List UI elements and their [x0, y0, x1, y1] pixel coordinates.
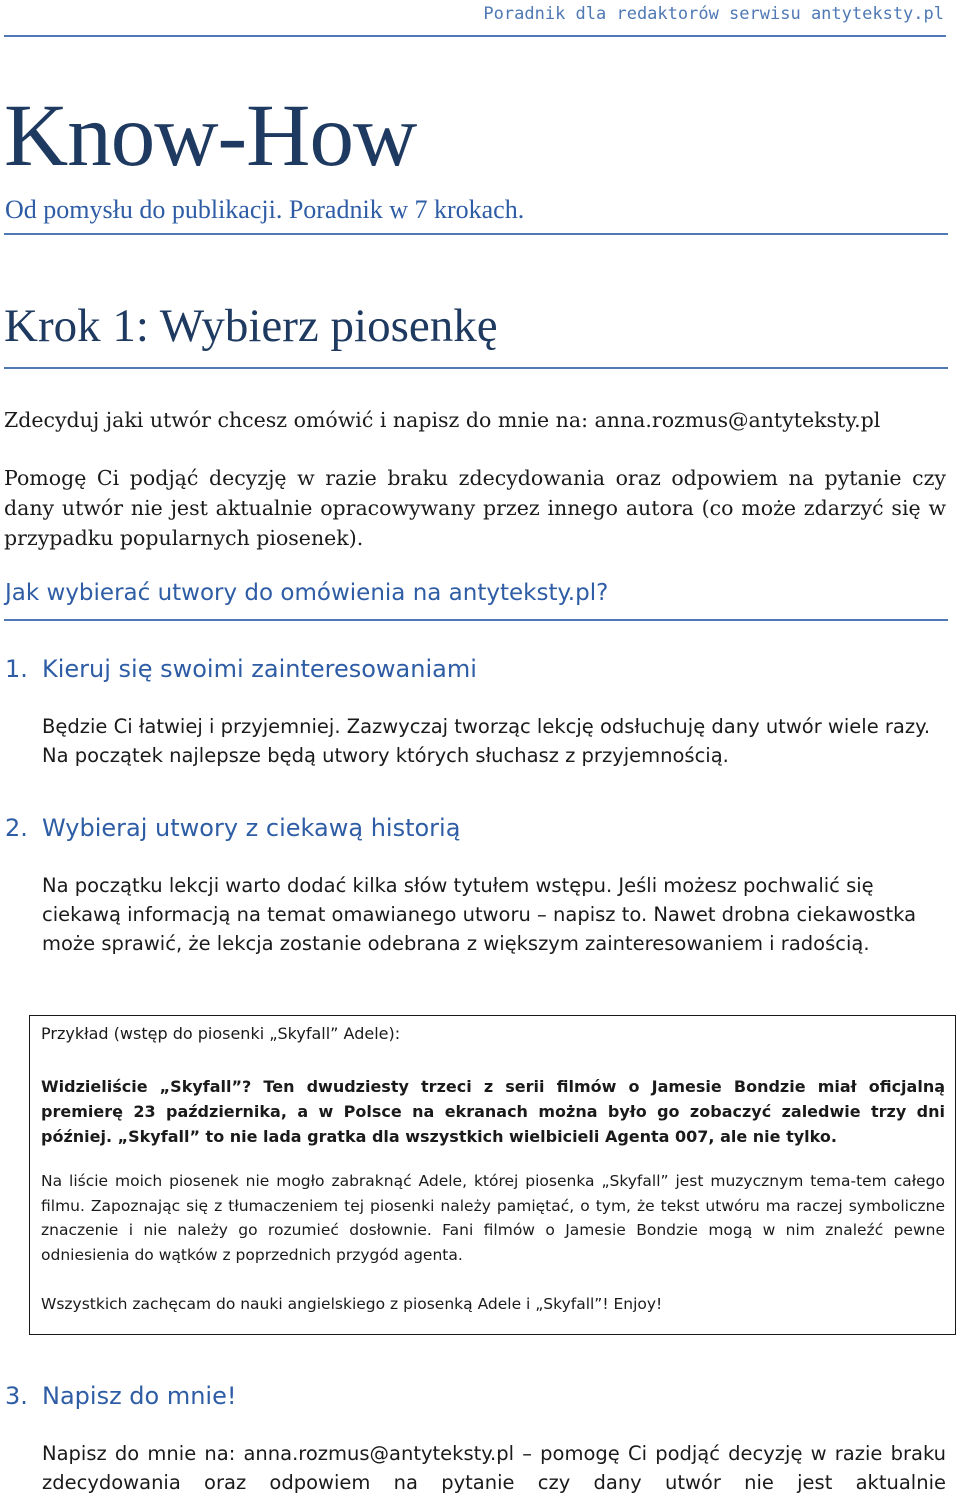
tip-1-body: Będzie Ci łatwiej i przyjemniej. Zazwyczaj tworząc lekcję odsłuchuję dany utwór wiele razy. Na początek najlepsze będą utwory których słuchasz z przyjemnością. — [42, 715, 931, 767]
tip-2-title: Wybieraj utwory z ciekawą historią — [42, 814, 461, 842]
example-box — [29, 1015, 956, 1335]
document-subtitle: Od pomysłu do publikacji. Poradnik w 7 krokach. — [5, 195, 525, 224]
tip-2-heading — [5, 814, 460, 842]
tip-3-number: 3. — [5, 1382, 28, 1410]
tip-3-heading — [5, 1382, 236, 1410]
subtitle-divider — [4, 233, 948, 235]
tip-1-title: Kieruj się swoimi zainteresowaniami — [42, 655, 477, 683]
header-divider — [4, 35, 946, 37]
step-heading: Krok 1: Wybierz piosenkę — [4, 300, 498, 352]
step-heading-divider — [4, 367, 948, 369]
running-header: Poradnik dla redaktorów serwisu antyteksty.pl — [483, 4, 944, 24]
tip-3-body: Napisz do mnie na: anna.rozmus@antyteksty.pl – pomogę Ci podjąć decyzję w razie braku zdecydowania oraz odpowiem na pytanie czy dany utwór nie jest aktualnie — [42, 1442, 946, 1494]
tip-1-heading — [5, 655, 477, 683]
example-closing: Wszystkich zachęcam do nauki angielskiego z piosenką Adele i „Skyfall”! Enjoy! — [41, 1295, 663, 1313]
document-title: Know-How — [4, 87, 417, 185]
example-intro: Przykład (wstęp do piosenki „Skyfall” Adele): — [41, 1024, 401, 1043]
tip-3-title: Napisz do mnie! — [42, 1382, 237, 1410]
section-subheading: Jak wybierać utwory do omówienia na antyteksty.pl? — [5, 580, 609, 606]
tip-1-number: 1. — [5, 655, 28, 683]
tip-2-number: 2. — [5, 814, 28, 842]
subheading-divider — [4, 619, 948, 621]
step-intro-paragraph: Zdecyduj jaki utwór chcesz omówić i napisz do mnie na: anna.rozmus@antyteksty.pl — [4, 408, 881, 432]
tip-2-body: Na początku lekcji warto dodać kilka słów tytułem wstępu. Jeśli możesz pochwalić się ciekawą informacją na temat omawianego utworu – napisz to. Nawet drobna ciekawostka może sprawić, że lekcja zostanie odebrana z większym zainteresowaniem i radością. — [42, 874, 917, 955]
example-body: Na liście moich piosenek nie mogło zabraknąć Adele, której piosenka „Skyfall” jest muzycznym tema-tem całego filmu. Zapoznając się z tłumaczeniem tej piosenki należy pamiętać, o tym, że tekst utwóru ma raczej symboliczne znaczenie i nie należy go rozumieć dosłownie. Fani filmów o Jamesie Bondzie mogą w nim znaleźć pewne odniesienia do wątków z poprzednich przygód agenta. — [41, 1172, 945, 1264]
example-bold-lead: Widzieliście „Skyfall”? Ten dwudziesty trzeci z serii filmów o Jamesie Bondzie miał oficjalną premierę 23 października, a w Polsce na ekranach można było go zobaczyć zaledwie trzy dni później. „Skyfall” to nie lada gratka dla wszystkich wielbicieli Agenta 007, ale nie tylko. — [41, 1077, 945, 1146]
step-help-paragraph: Pomogę Ci podjąć decyzję w razie braku zdecydowania oraz odpowiem na pytanie czy dany utwór nie jest aktualnie opracowywany przez innego autora (co może zdarzyć się w przypadku popularnych piosenek). — [4, 466, 946, 550]
